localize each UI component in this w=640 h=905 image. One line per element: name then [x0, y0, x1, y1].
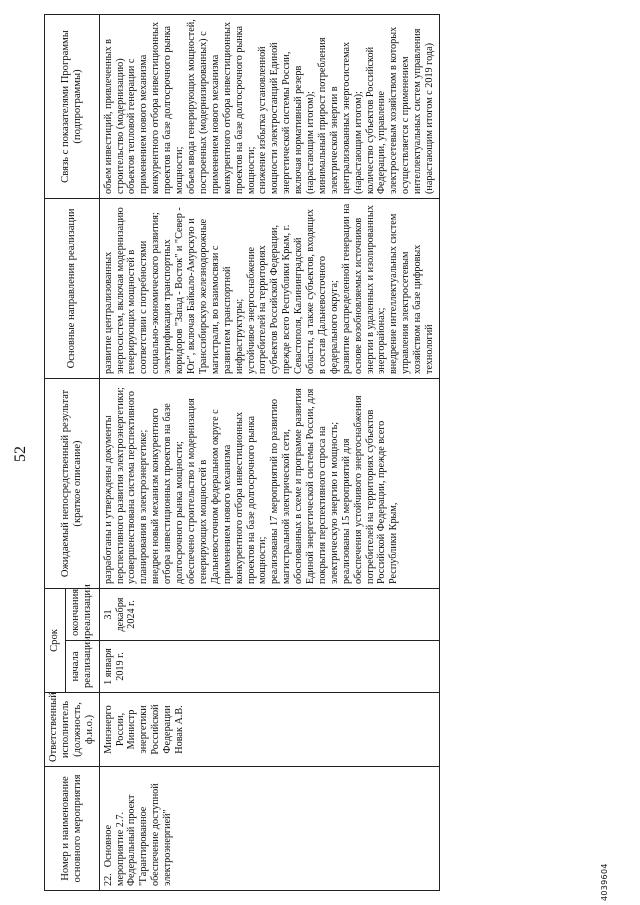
cell-end: 31 декабря 2024 г. [99, 589, 439, 641]
header-responsible: Ответственный исполнитель (должность, ф.и.о.) [45, 693, 100, 767]
cell-start: 1 января 2019 г. [99, 641, 439, 693]
cell-responsible: Минэнерго России, Министр энергетики Российской Федерации Новак А.В. [99, 693, 439, 767]
document-code: 4039604 [600, 863, 609, 901]
table-row [99, 15, 439, 891]
header-indicators: Связь с показателями Программы (подпрограммы) [45, 15, 100, 199]
header-term-end: окончания реализации [65, 589, 99, 641]
program-table [44, 14, 440, 891]
cell-directions: развитие централизованных энергосистем, включая модернизацию генерирующих мощностей в соответствии с потребностями социально-экономического развития; электрификация транспортных коридоров "Запад - Восток" и "Север - Юг", включая Байкало-Амурскую и Транссибирскую железнодорожные магистрали, во взаимосвязи с развитием транспортной инфраструктуры; устойчивое энергоснабжение потребителей на территориях субъектов Российской Федерации, прежде всего Республики Крым, г. Севастополя, Калининградской области, а также субъектов, входящих в состав Дальневосточного федерального округа; развитие распределенной генерации на основе возобновляемых источников энергии в удаленных и изолированных энергорайонах; внедрение интеллектуальных систем управления электросетевым хозяйством на базе цифровых технологий [99, 199, 439, 379]
header-expected-result: Ожидаемый непосредственный результат (краткое описание) [45, 379, 100, 589]
cell-expected-result: разработаны и утверждены документы перспективного развития электроэнергетики; усовершенствована система перспективного планирования в электроэнергетике; внедрен новый механизм конкурентного отбора инвестиционных проектов на базе долгосрочного рынка мощности; обеспечено строительство и модернизация генерирующих мощностей в Дальневосточном федеральном округе с применением нового механизма конкурентного отбора инвестиционных проектов на базе долгосрочного рынка мощности; реализованы 17 мероприятий по развитию магистральной электрической сети, обоснованных в схеме и программе развития Единой энергетической системы России, для покрытия перспективного спроса на электрическую энергию и мощность; реализованы 15 мероприятий для обеспечения устойчивого энергоснабжения потребителей на территориях субъектов Российской Федерации, прежде всего Республики Крым, [99, 379, 439, 589]
header-directions: Основные направления реализации [45, 199, 100, 379]
rotated-page [10, 11, 628, 901]
page-number: 52 [12, 446, 29, 462]
header-term-start: начала реализации [65, 641, 99, 693]
row-name: Основное мероприятие 2.7. Федеральный проект "Гарантированное обеспечение доступной электроэнергией" [102, 783, 174, 886]
row-number: 22. [102, 873, 114, 886]
header-term: Срок [45, 589, 66, 693]
header-number-name: Номер и наименование основного мероприятия [45, 767, 100, 891]
cell-indicators: объем инвестиций, привлеченных в строительство (модернизацию) объектов тепловой генерации с применением нового механизма конкурентного отбора инвестиционных проектов на базе долгосрочного рынка мощности; объем ввода генерирующих мощностей, построенных (модернизированных) с применением нового механизма конкурентного отбора инвестиционных проектов на базе долгосрочного рынка мощности; снижение избытка установленной мощности электростанций Единой энергетической системы России, включая нормативный резерв (нарастающим итогом); минимальный прирост потребления электрической энергии в централизованных энергосистемах (нарастающим итогом); количество субъектов Российской Федерации, управление электросетевым хозяйством в которых осуществляется с применением интеллектуальных систем управления (нарастающим итогом с 2019 года) [99, 15, 439, 199]
cell-number-name [99, 767, 439, 891]
